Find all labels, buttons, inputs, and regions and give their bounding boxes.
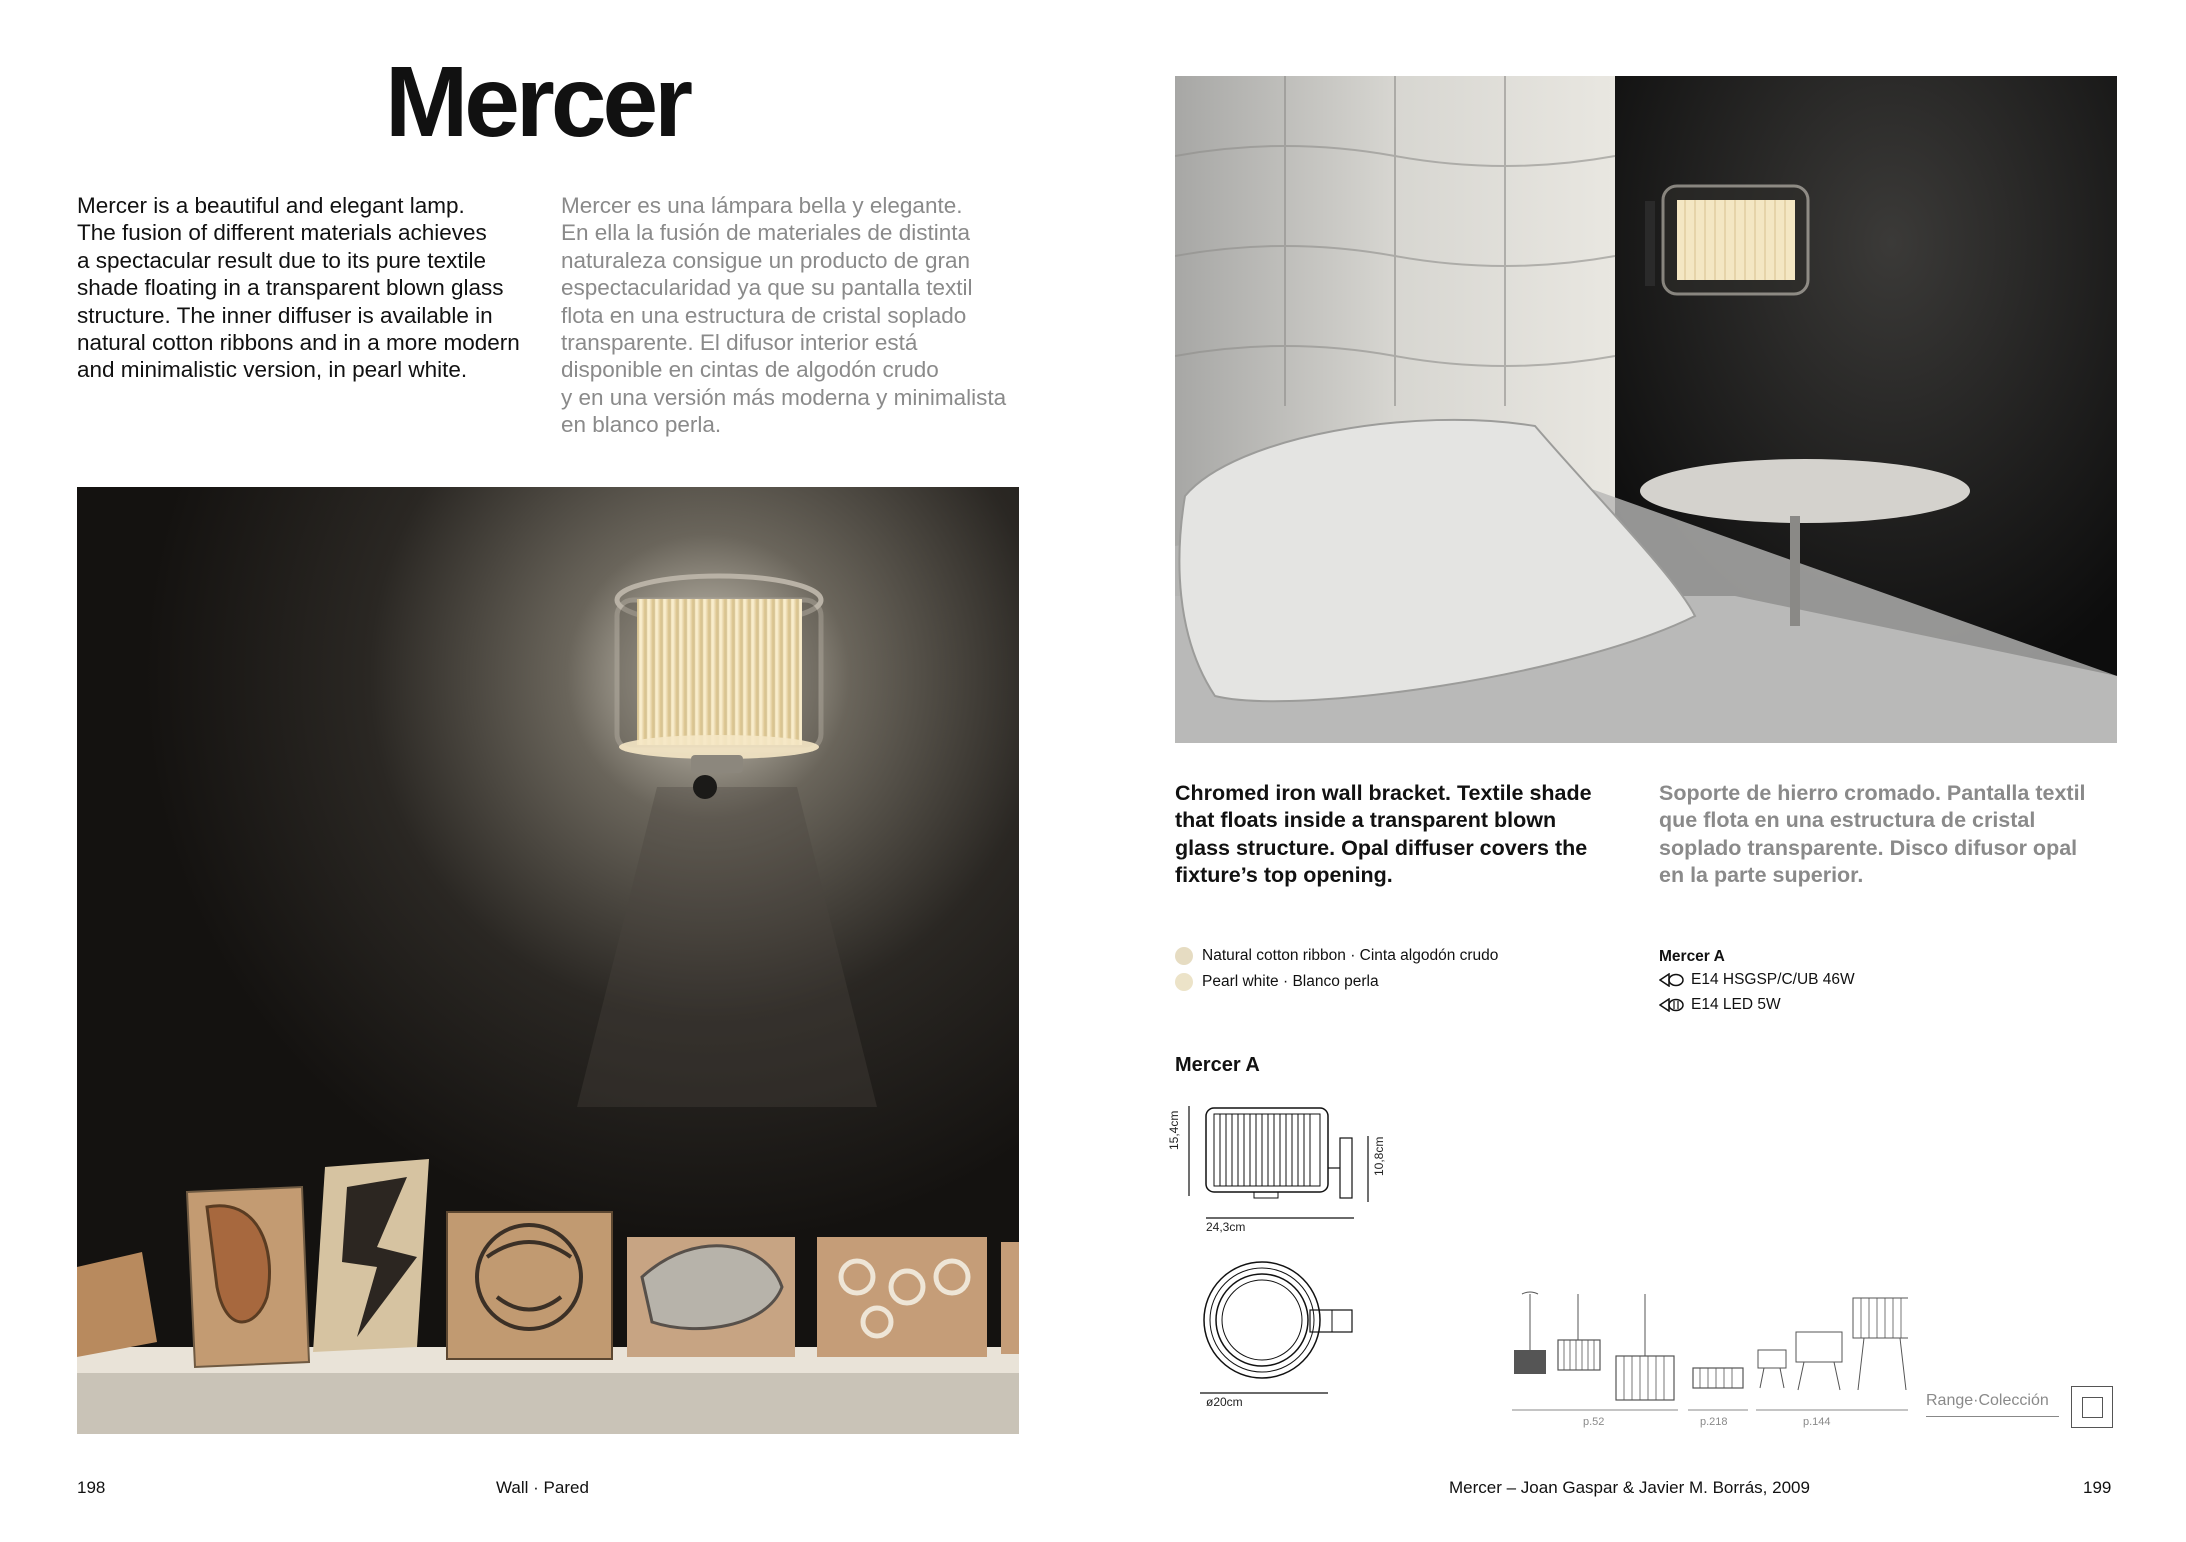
- description-english: Chromed iron wall bracket. Textile shade that floats inside a transparent blown glass structure. Opal diffuser covers the fixture’s top opening.: [1175, 781, 1592, 888]
- lamp-top-view-drawing: [1200, 1258, 1360, 1398]
- range-collection-icons: [1508, 1290, 1908, 1420]
- finish-label: Pearl white · Blanco perla: [1202, 973, 1379, 990]
- swatch-pearl-white: [1175, 973, 1193, 991]
- photo-bedroom-lamp: [1175, 76, 2117, 743]
- spec-bulb-label: E14 LED 5W: [1691, 996, 1781, 1013]
- swatch-natural-cotton: [1175, 947, 1193, 965]
- led-bulb-icon: [1659, 998, 1685, 1012]
- finish-label: Natural cotton ribbon · Cinta algodón crudo: [1202, 947, 1499, 964]
- page-number-left: 198: [77, 1478, 106, 1497]
- wall-lamp-photo-art: [77, 487, 1019, 1434]
- description-spanish: Soporte de hierro cromado. Pantalla textil que flota en una estructura de cristal soplado transparente. Disco difusor opal en la parte superior.: [1659, 781, 2086, 888]
- bedroom-lamp-photo-art: [1175, 76, 2117, 743]
- finish-natural-cotton: [1175, 945, 1498, 967]
- technical-drawing-top: [1200, 1258, 1360, 1398]
- wall-lamp-range-box: [2071, 1386, 2113, 1428]
- spec-bulb-halogen: [1659, 971, 1855, 989]
- spec-bulb-led: [1659, 996, 1781, 1014]
- technical-drawing-side: [1168, 1098, 1398, 1238]
- range-collection-label: Range·Colección: [1926, 1392, 2049, 1409]
- spec-model-name: Mercer A: [1659, 948, 1725, 965]
- credit-line: Mercer – Joan Gaspar & Javier M. Borrás, 2009: [1449, 1478, 1810, 1497]
- halogen-bulb-icon: [1659, 973, 1685, 987]
- wall-lamp-icon: [2082, 1397, 2103, 1418]
- range-page-ref[interactable]: p.218: [1700, 1416, 1728, 1428]
- dimension-diameter: ø20cm: [1206, 1395, 1243, 1409]
- drawing-model-title: Mercer A: [1175, 1054, 1260, 1076]
- intro-english: Mercer is a beautiful and elegant lamp. The fusion of different materials achieves a spectacular result due to its pure textile shade floating in a transparent blown glass structure. The inner diffuser is available in natural cotton ribbons and in a more modern and minimalistic version, in pearl white.: [77, 193, 520, 383]
- photo-wall-lamp: [77, 487, 1019, 1434]
- range-divider: [1926, 1416, 2059, 1417]
- dimension-width: 24,3cm: [1206, 1220, 1246, 1234]
- spec-bulb-label: E14 HSGSP/C/UB 46W: [1691, 971, 1855, 988]
- dimension-depth: 10,8cm: [1372, 1136, 1386, 1176]
- range-page-ref[interactable]: p.52: [1583, 1416, 1605, 1428]
- page-title: Mercer: [385, 46, 689, 158]
- lamp-side-view-drawing: [1168, 1098, 1398, 1238]
- page-number-right: 199: [2083, 1478, 2112, 1497]
- intro-spanish: Mercer es una lámpara bella y elegante. En ella la fusión de materiales de distinta naturaleza consigue un producto de gran espectacularidad ya que su pantalla textil flota en una estructura de cristal soplado transparente. El difusor interior está disponible en cintas de algodón crudo y en una versión más moderna y minimalista en blanco perla.: [561, 193, 1007, 438]
- finish-pearl-white: [1175, 971, 1379, 993]
- range-lamps-illustration: [1508, 1290, 1908, 1420]
- dimension-height: 15,4cm: [1167, 1110, 1181, 1150]
- section-label: Wall · Pared: [496, 1478, 589, 1497]
- range-page-ref[interactable]: p.144: [1803, 1416, 1831, 1428]
